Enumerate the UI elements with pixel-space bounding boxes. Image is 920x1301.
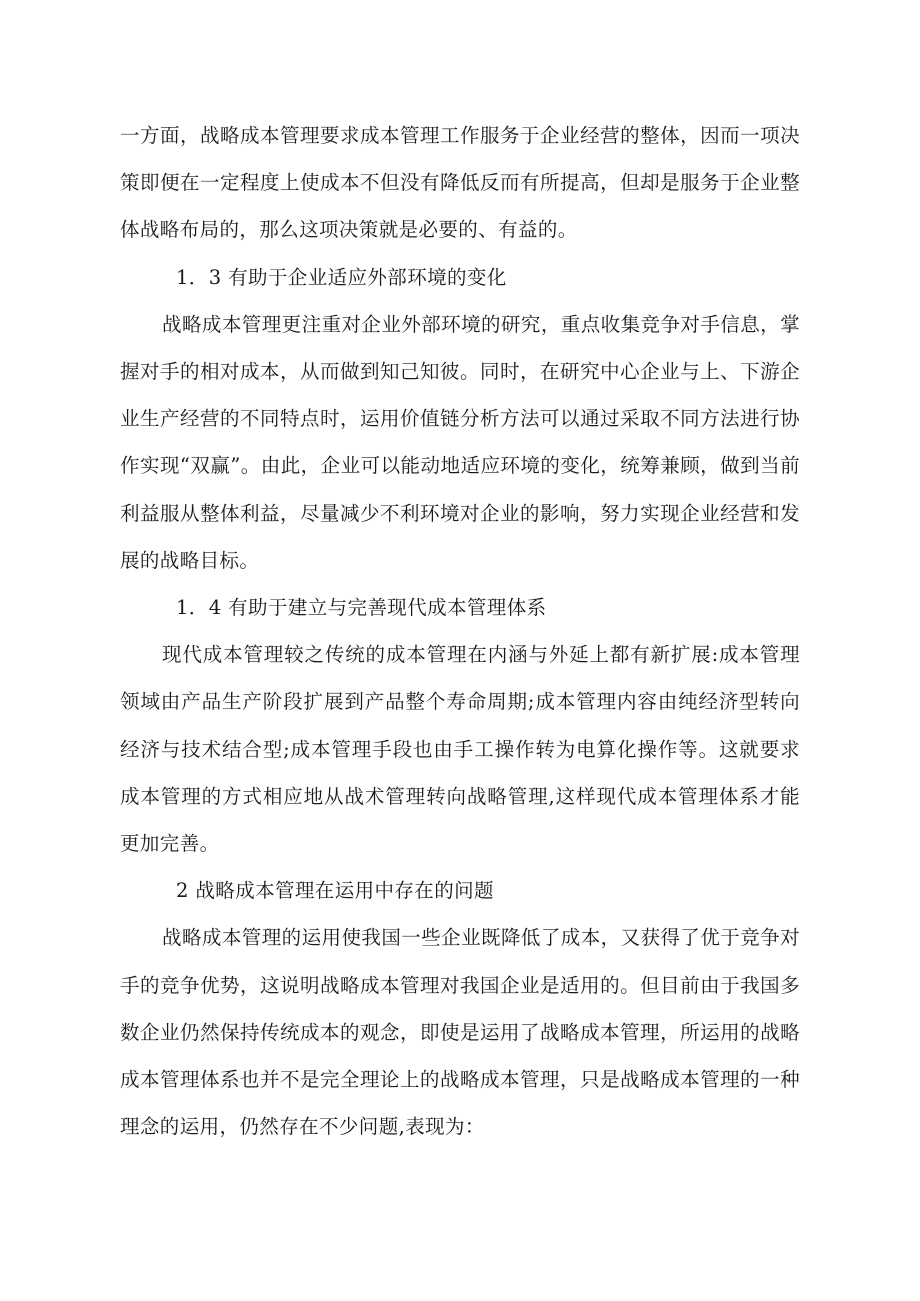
paragraph-intro: 一方面，战略成本管理要求成本管理工作服务于企业经营的整体，因而一项决策即便在一定程度上使成本不但没有降低反而有所提高，但却是服务于企业整体战略布局的，那么这项决策就是必要的、有益的。: [120, 124, 800, 242]
paragraph-modern-cost-system: 现代成本管理较之传统的成本管理在内涵与外延上都有新扩展:成本管理领域由产品生产阶段扩展到产品整个寿命周期;成本管理内容由纯经济型转向经济与技术结合型;成本管理手段也由手工操作转为电算化操作等。这就要求成本管理的方式相应地从战术管理转向战略管理,这样现代成本管理体系才能更加完善。: [120, 643, 800, 856]
document-body: [120, 112, 800, 1150]
section-heading-1-3: 1．3 有助于企业适应外部环境的变化: [176, 265, 507, 289]
section-heading-1-4: 1．4 有助于建立与完善现代成本管理体系: [176, 596, 547, 620]
paragraph-problems: 战略成本管理的运用使我国一些企业既降低了成本，又获得了优于竞争对手的竞争优势，这说明战略成本管理对我国企业是适用的。但目前由于我国多数企业仍然保持传统成本的观念，即使是运用了战略成本管理，所运用的战略成本管理体系也并不是完全理论上的战略成本管理，只是战略成本管理的一种理念的运用，仍然存在不少问题,表现为：: [120, 926, 800, 1139]
paragraph-external-environment: 战略成本管理更注重对企业外部环境的研究，重点收集竞争对手信息，掌握对手的相对成本，从而做到知己知彼。同时，在研究中心企业与上、下游企业生产经营的不同特点时，运用价值链分析方法可以通过采取不同方法进行协作实现“双赢”。由此，企业可以能动地适应环境的变化，统筹兼顾，做到当前利益服从整体利益，尽量减少不利环境对企业的影响，努力实现企业经营和发展的战略目标。: [120, 312, 800, 572]
section-heading-2: 2 战略成本管理在运用中存在的问题: [176, 879, 494, 903]
